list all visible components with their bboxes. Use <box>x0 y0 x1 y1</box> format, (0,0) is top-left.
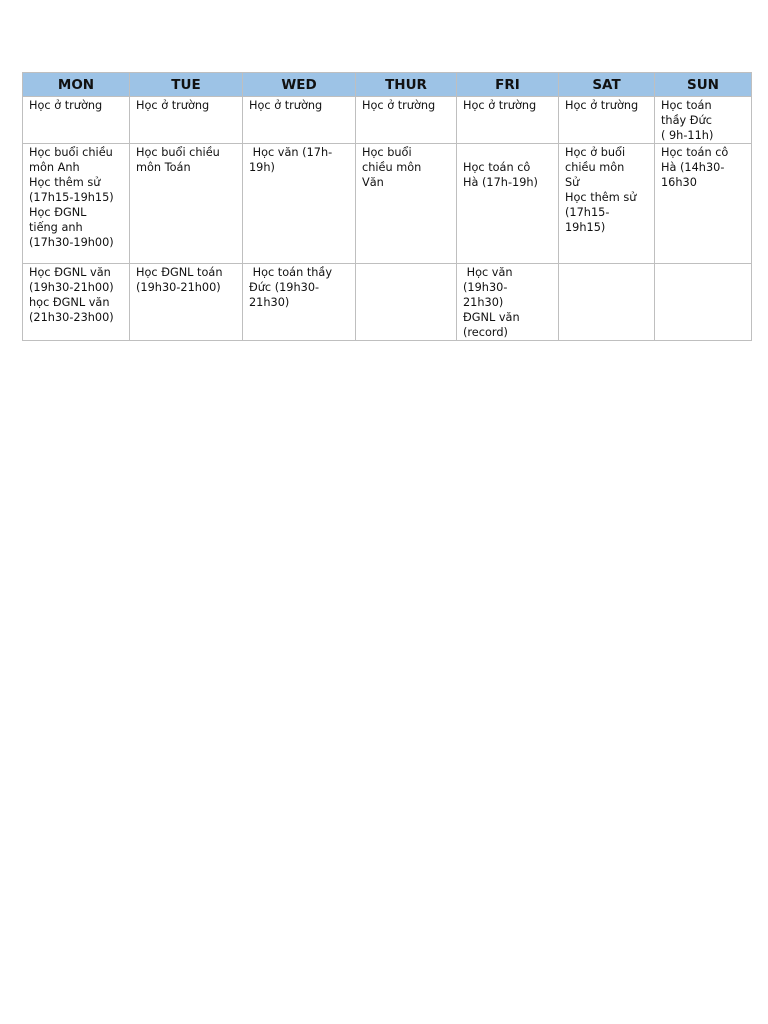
schedule-cell <box>655 97 752 144</box>
cell-text: Học ở trường <box>565 99 639 112</box>
cell-text: Học ở buổi chiều môn Sử Học thêm sử (17h15- 19h15) <box>565 146 637 234</box>
cell-text: Học buổi chiều môn Toán <box>136 146 220 174</box>
header-row <box>23 73 752 97</box>
cell-text: Học ở trường <box>362 99 436 112</box>
schedule-cell <box>457 264 559 341</box>
cell-text: Học ĐGNL toán (19h30-21h00) <box>136 266 223 294</box>
table-row <box>23 264 752 341</box>
schedule-cell <box>23 264 130 341</box>
day-header-wed: WED <box>243 73 356 97</box>
table-row <box>23 97 752 144</box>
schedule-cell <box>559 264 655 341</box>
schedule-cell <box>130 97 243 144</box>
schedule-cell <box>655 264 752 341</box>
day-header-thur: THUR <box>356 73 457 97</box>
cell-text: Học toán thầy Đức (19h30- 21h30) <box>249 266 333 309</box>
schedule-cell <box>23 97 130 144</box>
cell-text: Học ở trường <box>463 99 537 112</box>
day-header-fri: FRI <box>457 73 559 97</box>
cell-text: Học ở trường <box>29 99 103 112</box>
day-header-sat: SAT <box>559 73 655 97</box>
cell-text: Học toán cô Hà (14h30- 16h30 <box>661 146 729 189</box>
schedule-cell <box>23 144 130 264</box>
cell-text: Học toán thầy Đức ( 9h-11h) <box>661 99 714 142</box>
schedule-cell <box>559 144 655 264</box>
cell-text <box>356 264 456 265</box>
cell-text: Học ở trường <box>249 99 323 112</box>
schedule-cell <box>356 264 457 341</box>
day-header-mon: MON <box>23 73 130 97</box>
cell-text: Học ở trường <box>136 99 210 112</box>
schedule-cell <box>130 264 243 341</box>
schedule-cell <box>356 97 457 144</box>
day-header-sun: SUN <box>655 73 752 97</box>
schedule-cell <box>243 97 356 144</box>
schedule-cell <box>243 144 356 264</box>
schedule-cell <box>457 97 559 144</box>
cell-text: Học buổi chiều môn Văn <box>362 146 422 189</box>
cell-text: Học buổi chiều môn Anh Học thêm sử (17h15-19h15) Học ĐGNL tiếng anh (17h30-19h00) <box>29 146 114 249</box>
table-row <box>23 144 752 264</box>
cell-text: Học ĐGNL văn (19h30-21h00) học ĐGNL văn (21h30-23h00) <box>29 266 114 324</box>
schedule-cell <box>457 144 559 264</box>
cell-text <box>655 264 751 265</box>
schedule-cell <box>243 264 356 341</box>
cell-text: Học toán cô Hà (17h-19h) <box>463 161 538 189</box>
schedule-cell <box>130 144 243 264</box>
schedule-cell <box>356 144 457 264</box>
weekly-schedule-table <box>22 72 752 341</box>
cell-text: Học văn (17h- 19h) <box>249 146 333 174</box>
day-header-tue: TUE <box>130 73 243 97</box>
schedule-cell <box>559 97 655 144</box>
schedule-cell <box>655 144 752 264</box>
cell-text <box>559 264 654 265</box>
cell-text: Học văn (19h30- 21h30) ĐGNL văn (record) <box>463 266 520 339</box>
